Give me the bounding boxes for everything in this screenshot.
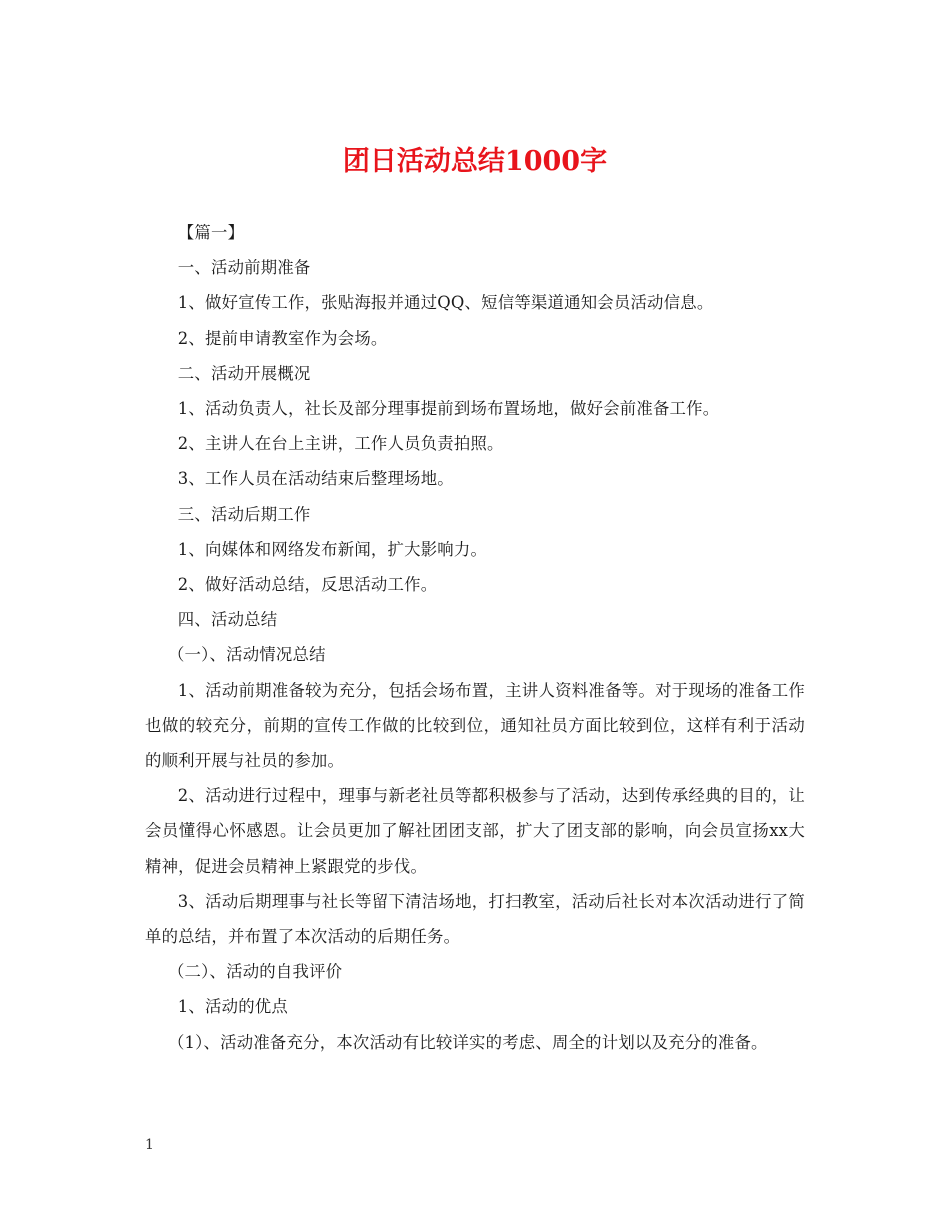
paragraph: 1、做好宣传工作，张贴海报并通过QQ、短信等渠道通知会员活动信息。 bbox=[177, 293, 714, 313]
heading-followup: 三、活动后期工作 bbox=[177, 504, 311, 524]
heading-summary: 四、活动总结 bbox=[177, 610, 278, 630]
paragraph: 2、主讲人在台上主讲，工作人员负责拍照。 bbox=[177, 434, 504, 454]
paragraph: 2、提前申请教室作为会场。 bbox=[177, 328, 388, 348]
page-number: 1 bbox=[145, 1137, 154, 1153]
subheading-self-evaluation: （二）、活动的自我评价 bbox=[167, 962, 343, 982]
paragraph: （1）、活动准备充分，本次活动有比较详实的考虑、周全的计划以及充分的准备。 bbox=[167, 1032, 768, 1052]
paragraph: 1、向媒体和网络发布新闻，扩大影响力。 bbox=[177, 539, 488, 559]
paragraph: 1、活动负责人，社长及部分理事提前到场布置场地，做好会前准备工作。 bbox=[177, 399, 720, 419]
paragraph: 2、活动进行过程中，理事与新老社员等都积极参与了活动，达到传承经典的目的，让会员懂得心怀感恩。让会员更加了解社团团支部，扩大了团支部的影响，向会员宣扬xx大精神，促进会员精神上紧跟党的步伐。 bbox=[145, 786, 805, 876]
paragraph: 1、活动的优点 bbox=[177, 997, 288, 1017]
heading-preparation: 一、活动前期准备 bbox=[177, 258, 311, 278]
document-title: 团日活动总结1000字 bbox=[342, 146, 608, 177]
heading-overview: 二、活动开展概况 bbox=[177, 363, 311, 383]
paragraph: 3、工作人员在活动结束后整理场地。 bbox=[177, 469, 454, 489]
subheading-situation: （一）、活动情况总结 bbox=[167, 645, 326, 665]
section-heading-part-one: 【篇一】 bbox=[177, 223, 245, 242]
paragraph: 2、做好活动总结，反思活动工作。 bbox=[177, 575, 438, 595]
paragraph: 3、活动后期理事与社长等留下清洁场地，打扫教室，活动后社长对本次活动进行了简单的总结，并布置了本次活动的后期任务。 bbox=[145, 891, 805, 947]
document-body bbox=[145, 215, 805, 1060]
paragraph: 1、活动前期准备较为充分，包括会场布置，主讲人资料准备等。对于现场的准备工作也做的较充分，前期的宣传工作做的比较到位，通知社员方面比较到位，这样有利于活动的顺利开展与社员的参加。 bbox=[145, 680, 805, 771]
